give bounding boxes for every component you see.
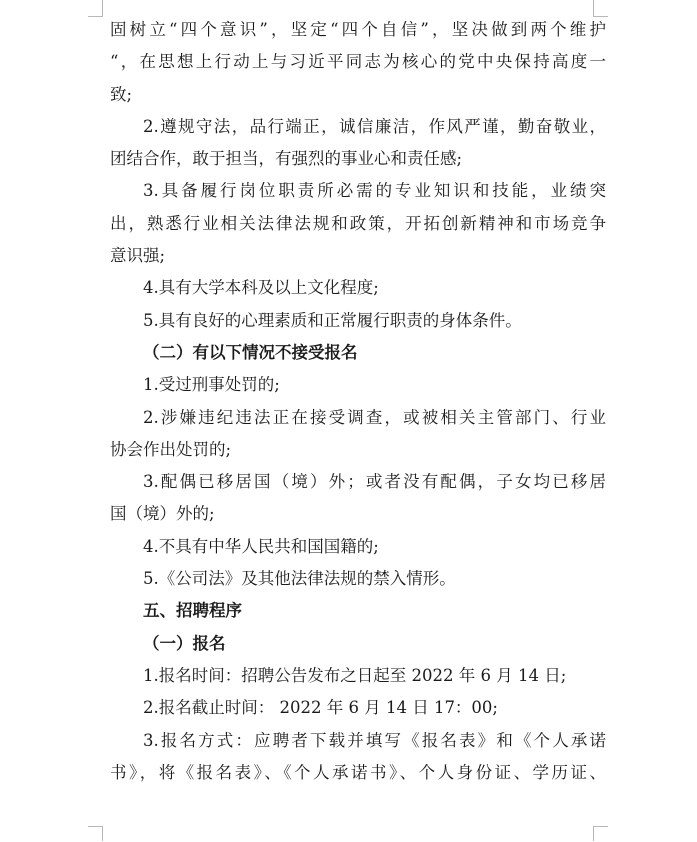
paragraph-line: 出，熟悉行业相关法律法规和政策，开拓创新精神和市场竞争 — [110, 213, 606, 233]
page-corner-mark-bottom-right — [593, 826, 608, 841]
paragraph-line: 4.具有大学本科及以上文化程度; — [143, 278, 379, 298]
paragraph-line: 协会作出处罚的; — [110, 439, 232, 459]
section-heading: 五、招聘程序 — [143, 601, 242, 621]
paragraph-line: 2.报名截止时间： 2022 年 6 月 14 日 17：00; — [143, 698, 498, 718]
paragraph-line: 2.涉嫌违纪违法正在接受调查，或被相关主管部门、行业 — [143, 407, 606, 427]
paragraph-line: 3.具备履行岗位职责所必需的专业知识和技能，业绩突 — [143, 181, 606, 201]
paragraph-line: 团结合作，敢于担当，有强烈的事业心和责任感; — [110, 149, 463, 169]
paragraph-line: 致; — [110, 84, 133, 104]
paragraph-line: 国（境）外的; — [110, 504, 215, 524]
paragraph-line: “，在思想上行动上与习近平同志为核心的党中央保持高度一 — [110, 52, 606, 72]
paragraph-line: 3.报名方式：应聘者下载并填写《报名表》和《个人承诺 — [143, 730, 606, 750]
page-corner-mark-top-left — [88, 0, 103, 17]
paragraph-line: 5.具有良好的心理素质和正常履行职责的身体条件。 — [143, 310, 522, 330]
paragraph-line: 1.受过刑事处罚的; — [143, 375, 280, 395]
paragraph-line: 书》，将《报名表》、《个人承诺书》、个人身份证、学历证、 — [110, 762, 606, 782]
paragraph-line: 4.不具有中华人民共和国国籍的; — [143, 536, 379, 556]
document-page-body — [110, 14, 606, 789]
paragraph-line: 意识强; — [110, 246, 166, 266]
page-corner-mark-bottom-left — [88, 826, 103, 841]
paragraph-line: 3.配偶已移居国（境）外；或者没有配偶，子女均已移居 — [143, 472, 606, 492]
section-subheading: （一）报名 — [143, 633, 226, 653]
paragraph-line: 2.遵规守法，品行端正，诚信廉洁，作风严谨，勤奋敬业， — [143, 116, 606, 136]
paragraph-line: 5.《公司法》及其他法律法规的禁入情形。 — [143, 569, 456, 589]
section-subheading: （二）有以下情况不接受报名 — [143, 342, 358, 362]
paragraph-line: 1.报名时间：招聘公告发布之日起至 2022 年 6 月 14 日; — [143, 665, 567, 685]
paragraph-line: 固树立“四个意识”，坚定“四个自信”，坚决做到两个维护 — [110, 20, 606, 39]
